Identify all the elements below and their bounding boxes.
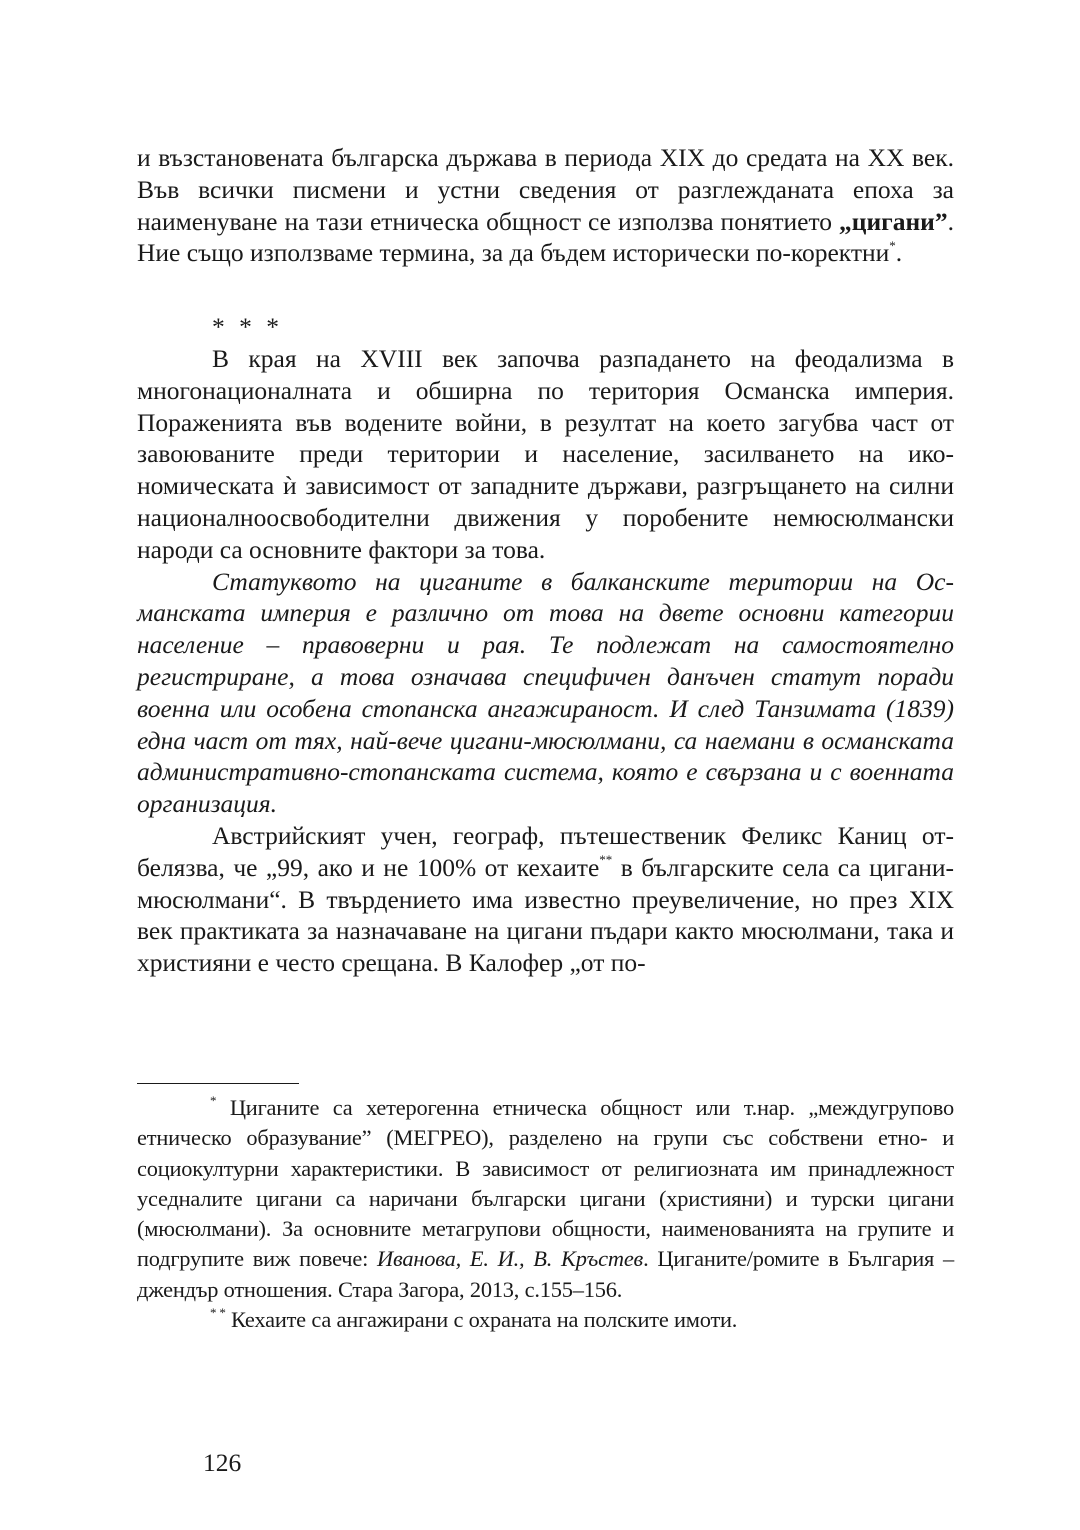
footnote-ref-1[interactable]: *	[889, 237, 896, 253]
paragraph-4-text-cont: в българските села са цигани-мюсюлмани“. В твърдението има известно преувеличение, но през XIX век практиката за назначаване на цигани пъдари както мюсюлмани, така и християни е често срещана. В Калофер „от по-	[137, 852, 954, 978]
paragraph-2: В края на XVIII век започва разпадането на феодализма в многонационалната и обширна по територия Османска империя. Пораженията във водените войни, в резултат на което загубва част от завоюваните преди територии и население, засилването на икономическата ѝ зависимост от западните държави, разгръщането на силни националноосвободителни движения у поробените немюсюлмански народи са основните фактори за това.	[137, 343, 954, 564]
footnote-2-mark: * *	[210, 1304, 226, 1320]
term-tsigani: „цигани”	[839, 206, 948, 236]
footnote-ref-2[interactable]: **	[599, 852, 613, 868]
footnote-1-citation: . Циганите/ромите в България – джендър отношения. Стара Загора, 2013, с.155–156.	[137, 1246, 954, 1302]
footnote-1-mark: *	[210, 1092, 217, 1108]
paragraph-4	[137, 820, 954, 979]
paragraph-1	[137, 142, 954, 269]
footnote-2	[137, 1305, 954, 1335]
footnote-2-text: Кехаите са ангажирани с охраната на полските имоти.	[225, 1307, 738, 1333]
page-number: 126	[203, 1448, 242, 1477]
main-text	[137, 142, 954, 979]
paragraph-4-text: Австрийският учен, географ, пътешественик Феликс Каниц отбелязва, че „99, ако и не 100% от кехаите	[137, 820, 954, 882]
footnote-1-text: Циганите са хетерогенна етническа общност или т.нар. „междугрупово етническо образувание” (МЕГРЕО), разделено на групи със собствени етно- и социокултурни характеристики. В зависимост от религиозната им принадлежност уседналите цигани са наричани български цигани (християни) и турски цигани (мюсюлмани). За основните метагрупови общности, наименованията на групите и подгрупите виж повече:	[137, 1095, 954, 1272]
footnote-separator	[137, 1083, 299, 1084]
paragraph-1-end: .	[895, 238, 903, 268]
paragraph-1-text: и възстановената българска държава в периода XIX до средата на XX век. Във всички писмени и устни сведения от разглежданата епоха за наименуване на тази етническа общност се използва понятието	[137, 143, 954, 236]
footnote-1	[137, 1093, 954, 1305]
footnotes	[137, 1093, 954, 1335]
paragraph-3: Статуквото на циганите в балканските територии на Османската империя е различно от това на двете основни категории население – правоверни и рая. Те подлежат на самостоятелно регистриране, а това означава специфичен данъчен статут поради военна или особена стопанска ангажираност. И след Танзимата (1839) една част от тях, най-вече цигани-мюсюлмани, са наемани в османската административно-стопанската система, която е свързана и с военната организация.	[137, 566, 954, 819]
footnote-1-authors: Иванова, Е. И., В. Кръстев	[376, 1246, 644, 1272]
paragraph-1-text-cont: . Ние също използваме термина, за да бъдем исторически по-коректни	[137, 206, 954, 268]
section-separator: * * *	[212, 312, 283, 342]
